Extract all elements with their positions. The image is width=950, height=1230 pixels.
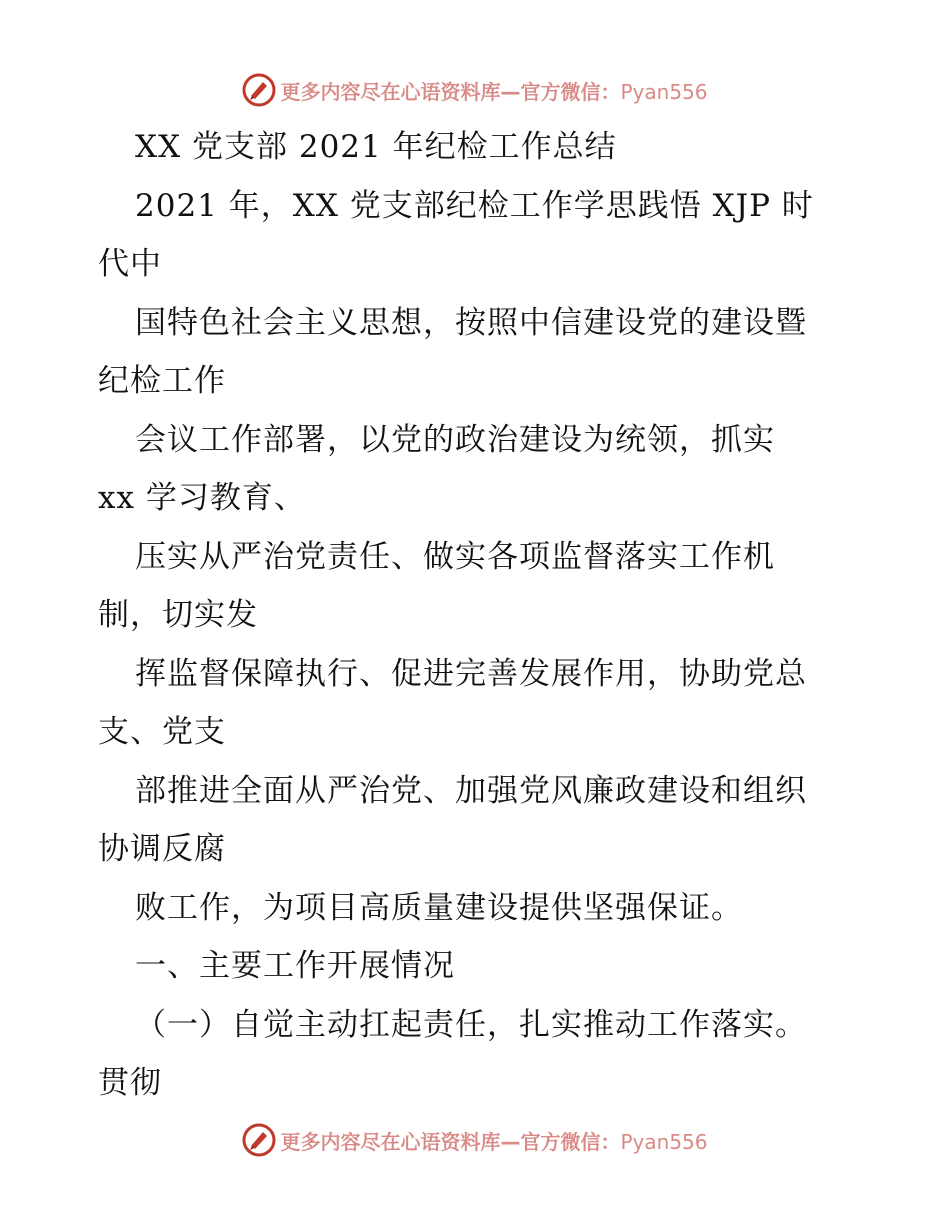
document-line: 挥监督保障执行、促进完善发展作用，协助党总 [135,655,807,692]
document-line: 会议工作部署，以党的政治建设为统领，抓实 [135,421,775,458]
watermark-banner-top [0,70,950,110]
document-line: 贯彻 [98,1065,162,1101]
document-line: 协调反腐 [98,831,226,867]
document-line: 部推进全面从严治党、加强党风廉政建设和组织 [135,772,807,809]
document-line: 代中 [98,246,162,282]
document-line: 支、党支 [98,714,226,750]
watermark-banner-bottom [0,1120,950,1160]
watermark-text: 更多内容尽在心语资料库—官方微信：Pyan556 [280,79,708,104]
watermark-text: 更多内容尽在心语资料库—官方微信：Pyan556 [280,1129,708,1154]
document-line: 一、主要工作开展情况 [135,948,455,984]
wechat-handle: Pyan556 [620,1129,708,1154]
document-line: （一）自觉主动扛起责任，扎实推动工作落实。 [135,1006,807,1043]
document-line: xx 学习教育、 [98,480,306,516]
brand-logo-icon [242,73,276,107]
document-line: 制，切实发 [98,597,258,633]
document-line: 败工作，为项目高质量建设提供坚强保证。 [135,889,743,926]
document-line: XX 党支部 2021 年纪检工作总结 [135,129,617,165]
brand-logo-icon [242,1123,276,1157]
document-line: 纪检工作 [98,363,226,399]
document-line: 国特色社会主义思想，按照中信建设党的建设暨 [135,304,807,341]
document-line: 压实从严治党责任、做实各项监督落实工作机 [135,538,775,575]
document-line: 2021 年，XX 党支部纪检工作学思践悟 XJP 时 [135,187,814,224]
wechat-handle: Pyan556 [620,79,708,104]
document-body [98,118,868,1113]
